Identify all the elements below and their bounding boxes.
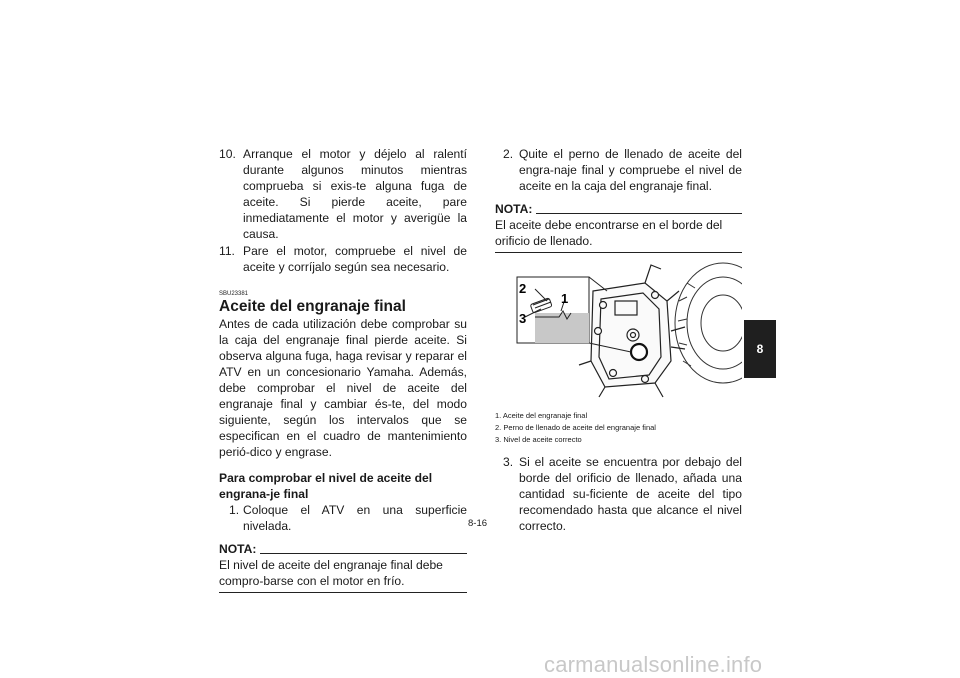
tire-graphic [675,263,742,383]
chapter-tab: 8 [744,320,776,378]
step-number: 11. [219,244,235,258]
gear-case-graphic [579,265,685,397]
step-text: Arranque el motor y déjelo al ralentí durante algunos minutos mientras comprueba si exis-te alguna fuga de aceite. Si pierde aceite, pare inmediatamente el motor y averigüe la causa. [243,147,467,241]
step-text: Quite el perno de llenado de aceite del engra-naje final y compruebe el nivel de aceite en la caja del engranaje final. [519,147,742,193]
nota-end-rule [495,252,742,253]
step-3 [495,454,742,534]
step-text: Coloque el ATV en una superficie nivelada. [243,503,467,533]
step-number: 10. [219,147,236,161]
nota-header [495,201,742,217]
step-number: 1. [229,503,240,517]
callout-2: 2 [519,281,527,296]
step-text: Pare el motor, compruebe el nivel de aceite y corríjalo según sea necesario. [243,244,467,274]
caption-item: 1. Aceite del engranaje final [495,411,588,420]
step-number: 3. [503,455,514,469]
watermark: carmanualsonline.info [544,652,763,677]
step-10 [219,146,467,242]
nota-label: NOTA: [495,202,533,216]
intro-paragraph: Antes de cada utilización debe comprobar su la caja del engranaje final pierde aceite. Si observa alguna fuga, haga revisar y reparar el ATV en un concesionario Yamaha. Además, debe comprobar el nivel de aceite del engranaje final y cambiar és-te, del modo siguiente, según los intervalos que se especifican en el cuadro de mantenimiento perió-dico y engrase. [219,317,467,459]
nota-header [219,541,467,557]
section-code: SBU23381 [219,291,249,297]
right-column [495,146,742,535]
nota-text: El nivel de aceite del engranaje final debe compro-barse con el motor en frío. [219,558,443,588]
left-column [219,146,467,593]
section-title: Aceite del engranaje final [219,298,406,315]
nota-rule [536,213,742,214]
nota-text: El aceite debe encontrarse en el borde del orificio de llenado. [495,218,723,248]
callout-3: 3 [519,311,527,326]
page-number: 8-16 [468,518,488,529]
step-2 [495,146,742,194]
final-gear-drawing [495,261,742,399]
gear-oil-illustration [495,261,742,399]
nota-end-rule [219,592,467,593]
callout-1: 1 [561,291,569,306]
nota-rule [260,553,467,554]
step-text: Si el aceite se encuentra por debajo del borde del orificio de llenado, añada una cantidad su-ficiente de aceite del tipo recomendado hasta que alcance el nivel correcto. [519,455,742,533]
figure-captions [495,410,742,446]
step-1 [219,502,467,534]
caption-item: 3. Nivel de aceite correcto [495,435,582,444]
step-number: 2. [503,147,514,161]
nota-label: NOTA: [219,542,257,556]
filler-bolt-marker [631,344,647,360]
subheading: Para comprobar el nivel de aceite del engrana-je final [219,471,433,501]
caption-item: 2. Perno de llenado de aceite del engranaje final [495,423,656,432]
step-11 [219,243,467,275]
